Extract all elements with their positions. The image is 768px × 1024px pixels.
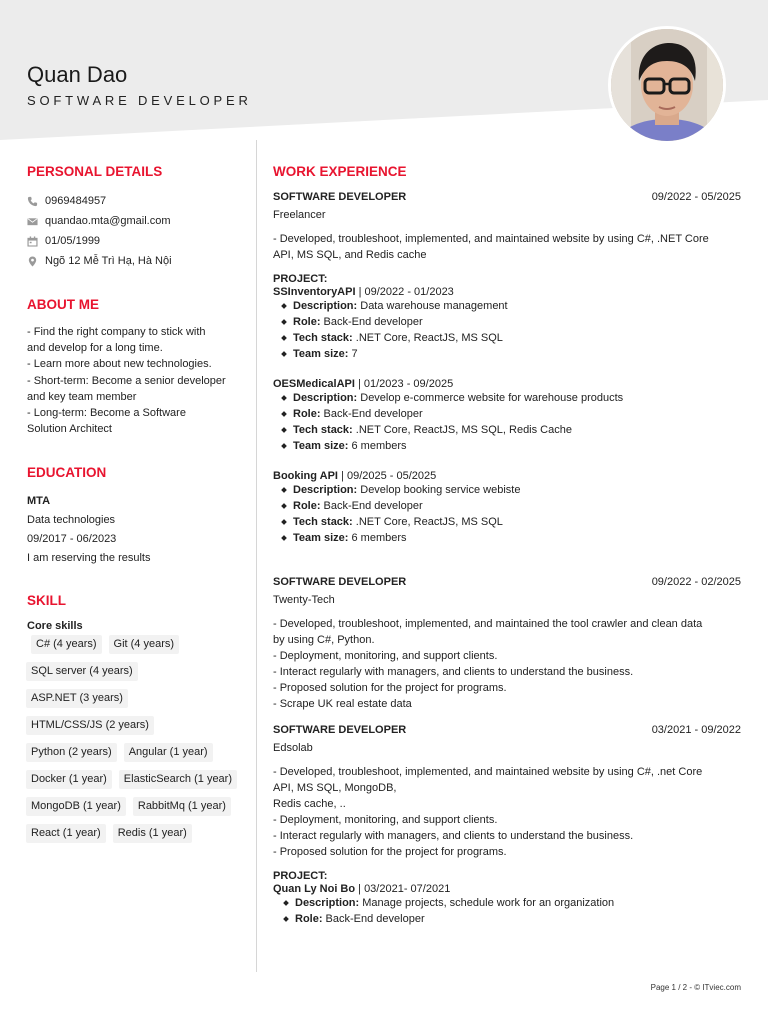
education-period: 09/2017 - 06/2023: [27, 533, 117, 546]
skill-chip: SQL server (4 years): [26, 662, 138, 681]
job-description: [273, 616, 741, 712]
project-entry: [273, 470, 741, 546]
project-entry: [273, 378, 741, 454]
location-pin-icon: [27, 256, 38, 267]
envelope-icon: [27, 216, 38, 227]
project-name: OESMedicalAPI: [273, 378, 355, 390]
education-note: I am reserving the results: [27, 552, 151, 565]
job-entry-title: SOFTWARE DEVELOPER: [273, 576, 407, 588]
job-entry: [273, 724, 741, 927]
about-line: Solution Architect: [27, 423, 112, 436]
description-line: - Interact regularly with managers, and clients to understand the business.: [273, 666, 634, 678]
project-detail: Tech stack: .NET Core, ReactJS, MS SQL: [281, 514, 741, 530]
about-line: - Find the right company to stick with: [27, 326, 206, 338]
about-line: and develop for a long time.: [27, 342, 163, 355]
skill-chip: MongoDB (1 year): [26, 797, 126, 816]
job-entry: [273, 191, 741, 546]
column-divider: [256, 140, 257, 972]
description-line: - Developed, troubleshoot, implemented, and maintained website by using C#, .NET Core: [273, 233, 709, 245]
birth-date: 01/05/1999: [45, 235, 101, 247]
description-line: - Proposed solution for the project for programs.: [273, 682, 507, 694]
project-name: Booking API: [273, 470, 338, 482]
description-line: - Deployment, monitoring, and support clients.: [273, 814, 498, 826]
job-entry: [273, 576, 741, 712]
job-entry-date: 09/2022 - 02/2025: [651, 576, 741, 588]
profile-photo: [608, 26, 726, 144]
skill-chip: ASP.NET (3 years): [26, 689, 128, 708]
project-period: | 01/2023 - 09/2025: [354, 378, 454, 390]
project-detail: Description: Develop booking service webiste: [281, 482, 741, 498]
job-entry-title: SOFTWARE DEVELOPER: [273, 191, 407, 203]
description-line: API, MS SQL, and Redis cache: [273, 249, 427, 261]
project-detail: Description: Manage projects, schedule work for an organization: [283, 895, 741, 911]
project-detail: Role: Back-End developer: [281, 314, 741, 330]
about-me-heading: ABOUT ME: [27, 297, 99, 312]
skill-chip: C# (4 years): [31, 635, 102, 654]
project-detail: Role: Back-End developer: [281, 406, 741, 422]
skill-chip: Redis (1 year): [113, 824, 192, 843]
personal-details-section: [27, 164, 249, 271]
candidate-name: Quan Dao: [27, 62, 128, 87]
skill-heading: SKILL: [27, 593, 66, 609]
major: Data technologies: [27, 514, 116, 527]
home-address: Ngõ 12 Mễ Trì Hạ, Hà Nội: [45, 255, 172, 267]
project-period: | 09/2025 - 05/2025: [337, 470, 437, 482]
project-name: SSInventoryAPI: [273, 286, 356, 298]
description-line: Redis cache, ..: [273, 798, 346, 810]
school-name: MTA: [27, 495, 51, 508]
project-entry: [273, 286, 741, 362]
project-label: PROJECT:: [273, 870, 328, 882]
project-name: Quan Ly Noi Bo: [273, 883, 356, 895]
education-heading: EDUCATION: [27, 465, 107, 481]
project-detail: Team size: 6 members: [281, 438, 741, 454]
about-me-section: [27, 297, 249, 437]
description-line: - Developed, troubleshoot, implemented, and maintained the tool crawler and clean data: [273, 618, 703, 630]
job-title: SOFTWARE DEVELOPER: [27, 93, 252, 108]
page-footer: Page 1 / 2 - © ITviec.com: [650, 983, 741, 992]
education-section: [27, 465, 249, 568]
description-line: - Deployment, monitoring, and support clients.: [273, 650, 498, 662]
skill-chip: Angular (1 year): [124, 743, 213, 762]
left-column: [27, 164, 249, 851]
personal-details-heading: PERSONAL DETAILS: [27, 164, 163, 179]
job-description: [273, 231, 741, 263]
skill-chip: RabbitMq (1 year): [133, 797, 231, 816]
project-period: | 09/2022 - 01/2023: [355, 286, 454, 298]
company-name: Freelancer: [273, 209, 326, 221]
address-row: [27, 251, 249, 271]
job-entry-date: 09/2022 - 05/2025: [651, 191, 741, 203]
phone-row: [27, 191, 249, 211]
about-line: and key team member: [27, 390, 137, 403]
skill-chip: ElasticSearch (1 year): [119, 770, 237, 789]
phone-number: 0969484957: [45, 195, 107, 207]
about-line: - Short-term: Become a senior developer: [27, 374, 226, 387]
description-line: - Developed, troubleshoot, implemented, and maintained website by using C#, .net Core: [273, 766, 703, 778]
project-detail: Tech stack: .NET Core, ReactJS, MS SQL: [281, 330, 741, 346]
work-experience-heading: WORK EXPERIENCE: [273, 164, 407, 179]
job-entry-date: 03/2021 - 09/2022: [651, 724, 741, 736]
skill-chip: React (1 year): [26, 824, 106, 843]
project-detail: Role: Back-End developer: [281, 498, 741, 514]
company-name: Edsolab: [273, 742, 313, 754]
project-period: | 03/2021- 07/2021: [355, 883, 451, 895]
about-line: - Learn more about new technologies.: [27, 358, 212, 371]
project-detail: Role: Back-End developer: [283, 911, 741, 927]
email-address: quandao.mta@gmail.com: [45, 215, 171, 227]
skill-group-label: Core skills: [27, 620, 83, 633]
description-line: by using C#, Python.: [273, 634, 375, 646]
skill-chip: Git (4 years): [109, 635, 180, 654]
calendar-icon: [27, 236, 38, 247]
project-detail: Tech stack: .NET Core, ReactJS, MS SQL, Redis Cache: [281, 422, 741, 438]
phone-icon: [27, 196, 38, 207]
company-name: Twenty-Tech: [273, 594, 335, 606]
description-line: API, MS SQL, MongoDB,: [273, 782, 397, 794]
description-line: - Proposed solution for the project for programs.: [273, 846, 507, 858]
project-detail: Team size: 6 members: [281, 530, 741, 546]
about-line: - Long-term: Become a Software: [27, 407, 186, 420]
skill-chip: Python (2 years): [26, 743, 117, 762]
description-line: - Interact regularly with managers, and clients to understand the business.: [273, 830, 634, 842]
birthday-row: [27, 231, 249, 251]
project-entry: [273, 883, 741, 927]
project-detail: Description: Data warehouse management: [281, 298, 741, 314]
right-column: [273, 164, 741, 927]
skill-section: [27, 593, 249, 851]
project-label: PROJECT:: [273, 273, 328, 285]
skill-chip: HTML/CSS/JS (2 years): [26, 716, 154, 735]
job-entry-title: SOFTWARE DEVELOPER: [273, 724, 407, 736]
skill-chips: [26, 635, 248, 851]
skill-chip: Docker (1 year): [26, 770, 112, 789]
email-row: [27, 211, 249, 231]
description-line: - Scrape UK real estate data: [273, 698, 412, 710]
job-description: [273, 764, 741, 860]
project-detail: Description: Develop e-commerce website for warehouse products: [281, 390, 741, 406]
project-detail: Team size: 7: [281, 346, 741, 362]
